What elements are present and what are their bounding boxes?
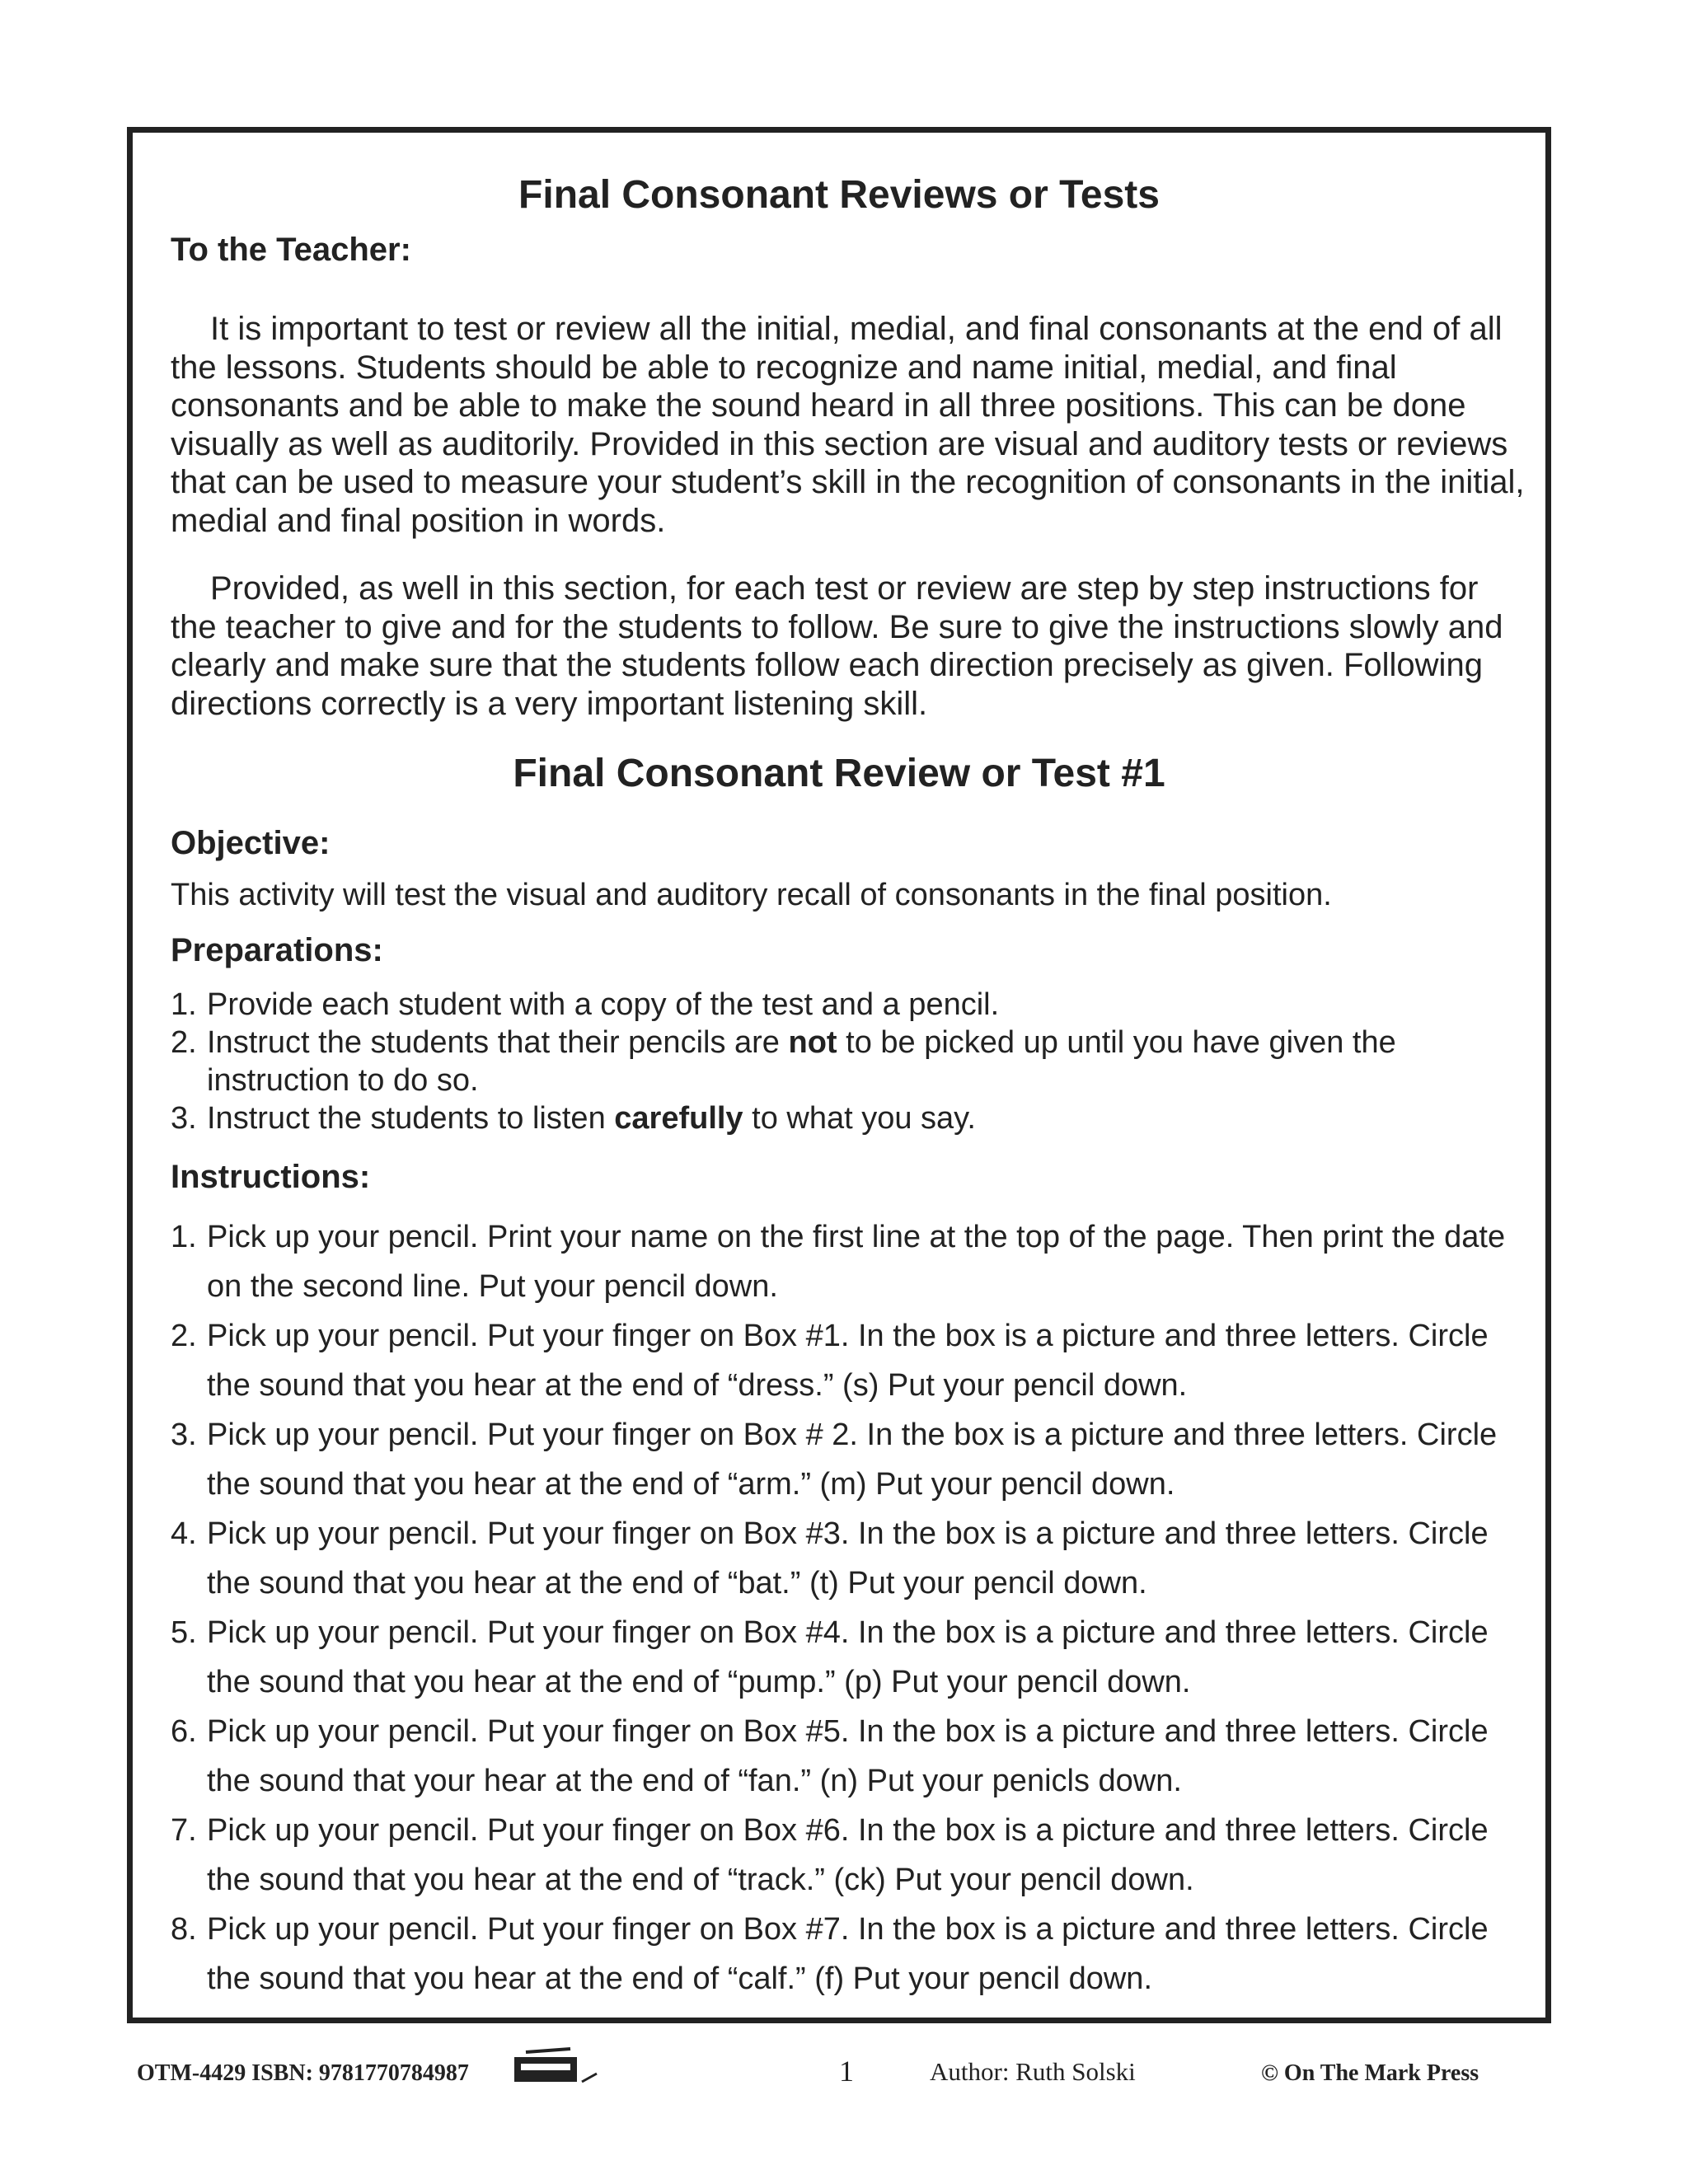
item-text: Pick up your pencil. Put your finger on Box #6. In the box is a picture and three letters. Circle the sound that you hear at the end of “track.” (ck) Put your pencil down. (207, 1813, 1489, 1897)
teacher-paragraph-2: Provided, as well in this section, for each test or review are step by step instructions for the teacher to give and for the students to follow. Be sure to give the instructions slowly and clearly and make sure that the students follow each direction precisely as given. Following directions correctly is a very important listening skill. (171, 570, 1503, 722)
instruction-item (171, 1905, 1531, 2004)
footer-isbn: OTM-4429 ISBN: 9781770784987 (137, 2060, 469, 2086)
emphasis-text: not (788, 1025, 837, 1060)
item-text: Pick up your pencil. Put your finger on Box #7. In the box is a picture and three letters. Circle the sound that you hear at the end of “calf.” (f) Put your pencil down. (207, 1912, 1489, 1996)
content-frame (127, 127, 1551, 2023)
footer-copyright: © On The Mark Press (1261, 2060, 1479, 2086)
emphasis-text: carefully (614, 1101, 743, 1136)
footer-author: Author: Ruth Solski (930, 2057, 1136, 2086)
item-text: Instruct the students to listen (207, 1101, 615, 1136)
item-text: Pick up your pencil. Print your name on the first line at the top of the page. Then print the date on the second line. Put your pencil down. (207, 1220, 1506, 1304)
teacher-paragraph-1: It is important to test or review all the initial, medial, and final consonants at the end of all the lessons. Students should be able to recognize and name initial, medial, and final consonants and be able to make the sound heard in all three positions. This can be done visually as well as auditorily. Provided in this section are visual and auditory tests or reviews that can be used to measure your student’s skill in the recognition of consonants in the initial, medial and final position in words. (171, 311, 1525, 539)
objective-text: This activity will test the visual and auditory recall of consonants in the final position. (171, 878, 1332, 912)
item-text: to what you say. (743, 1101, 976, 1136)
instruction-item (171, 1410, 1531, 1509)
instruction-item (171, 1212, 1531, 1311)
item-text: to be picked up until you have given the instruction to do so. (207, 1025, 1396, 1098)
instruction-item (171, 1311, 1531, 1410)
item-number: 1. (171, 987, 197, 1022)
preparations-heading: Preparations: (171, 932, 383, 968)
item-text: Pick up your pencil. Put your finger on Box #1. In the box is a picture and three letters. Circle the sound that you hear at the end of “dress.” (s) Put your pencil down. (207, 1319, 1489, 1403)
item-text: Pick up your pencil. Put your finger on Box #5. In the box is a picture and three letters. Circle the sound that your hear at the end of “fan.” (n) Put your penicls down. (207, 1714, 1489, 1798)
instruction-item (171, 1806, 1531, 1905)
item-number: 2. (171, 1025, 197, 1060)
item-number: 8. (171, 1912, 197, 1947)
instructions-list (171, 1212, 1531, 2004)
item-number: 4. (171, 1516, 197, 1551)
page-number: 1 (839, 2055, 854, 2088)
item-number: 1. (171, 1220, 197, 1254)
item-text: Pick up your pencil. Put your finger on Box #3. In the box is a picture and three letters. Circle the sound that you hear at the end of “bat.” (t) Put your pencil down. (207, 1516, 1489, 1601)
instruction-item (171, 1509, 1531, 1608)
preparation-item (171, 1024, 1531, 1099)
page-title: Final Consonant Reviews or Tests (518, 173, 1160, 217)
item-text: Pick up your pencil. Put your finger on Box # 2. In the box is a picture and three letters. Circle the sound that you hear at the end of “arm.” (m) Put your pencil down. (207, 1418, 1498, 1502)
item-text: Instruct the students that their pencils are (207, 1025, 789, 1060)
item-number: 5. (171, 1615, 197, 1650)
teacher-heading: To the Teacher: (171, 232, 411, 268)
preparation-item (171, 986, 1531, 1024)
instructions-heading: Instructions: (171, 1159, 371, 1195)
item-text: Provide each student with a copy of the test and a pencil. (207, 987, 1000, 1022)
instruction-item (171, 1608, 1531, 1707)
item-number: 3. (171, 1101, 197, 1136)
item-number: 3. (171, 1418, 197, 1452)
item-text: Pick up your pencil. Put your finger on Box #4. In the box is a picture and three letters. Circle the sound that you hear at the end of “pump.” (p) Put your pencil down. (207, 1615, 1489, 1699)
item-number: 6. (171, 1714, 197, 1749)
preparations-list (171, 986, 1531, 1137)
test-title: Final Consonant Review or Test #1 (513, 752, 1165, 795)
objective-heading: Objective: (171, 825, 331, 861)
instruction-item (171, 1707, 1531, 1806)
copier-icon (509, 2046, 602, 2085)
item-number: 2. (171, 1319, 197, 1353)
preparation-item (171, 1099, 1531, 1137)
item-number: 7. (171, 1813, 197, 1848)
